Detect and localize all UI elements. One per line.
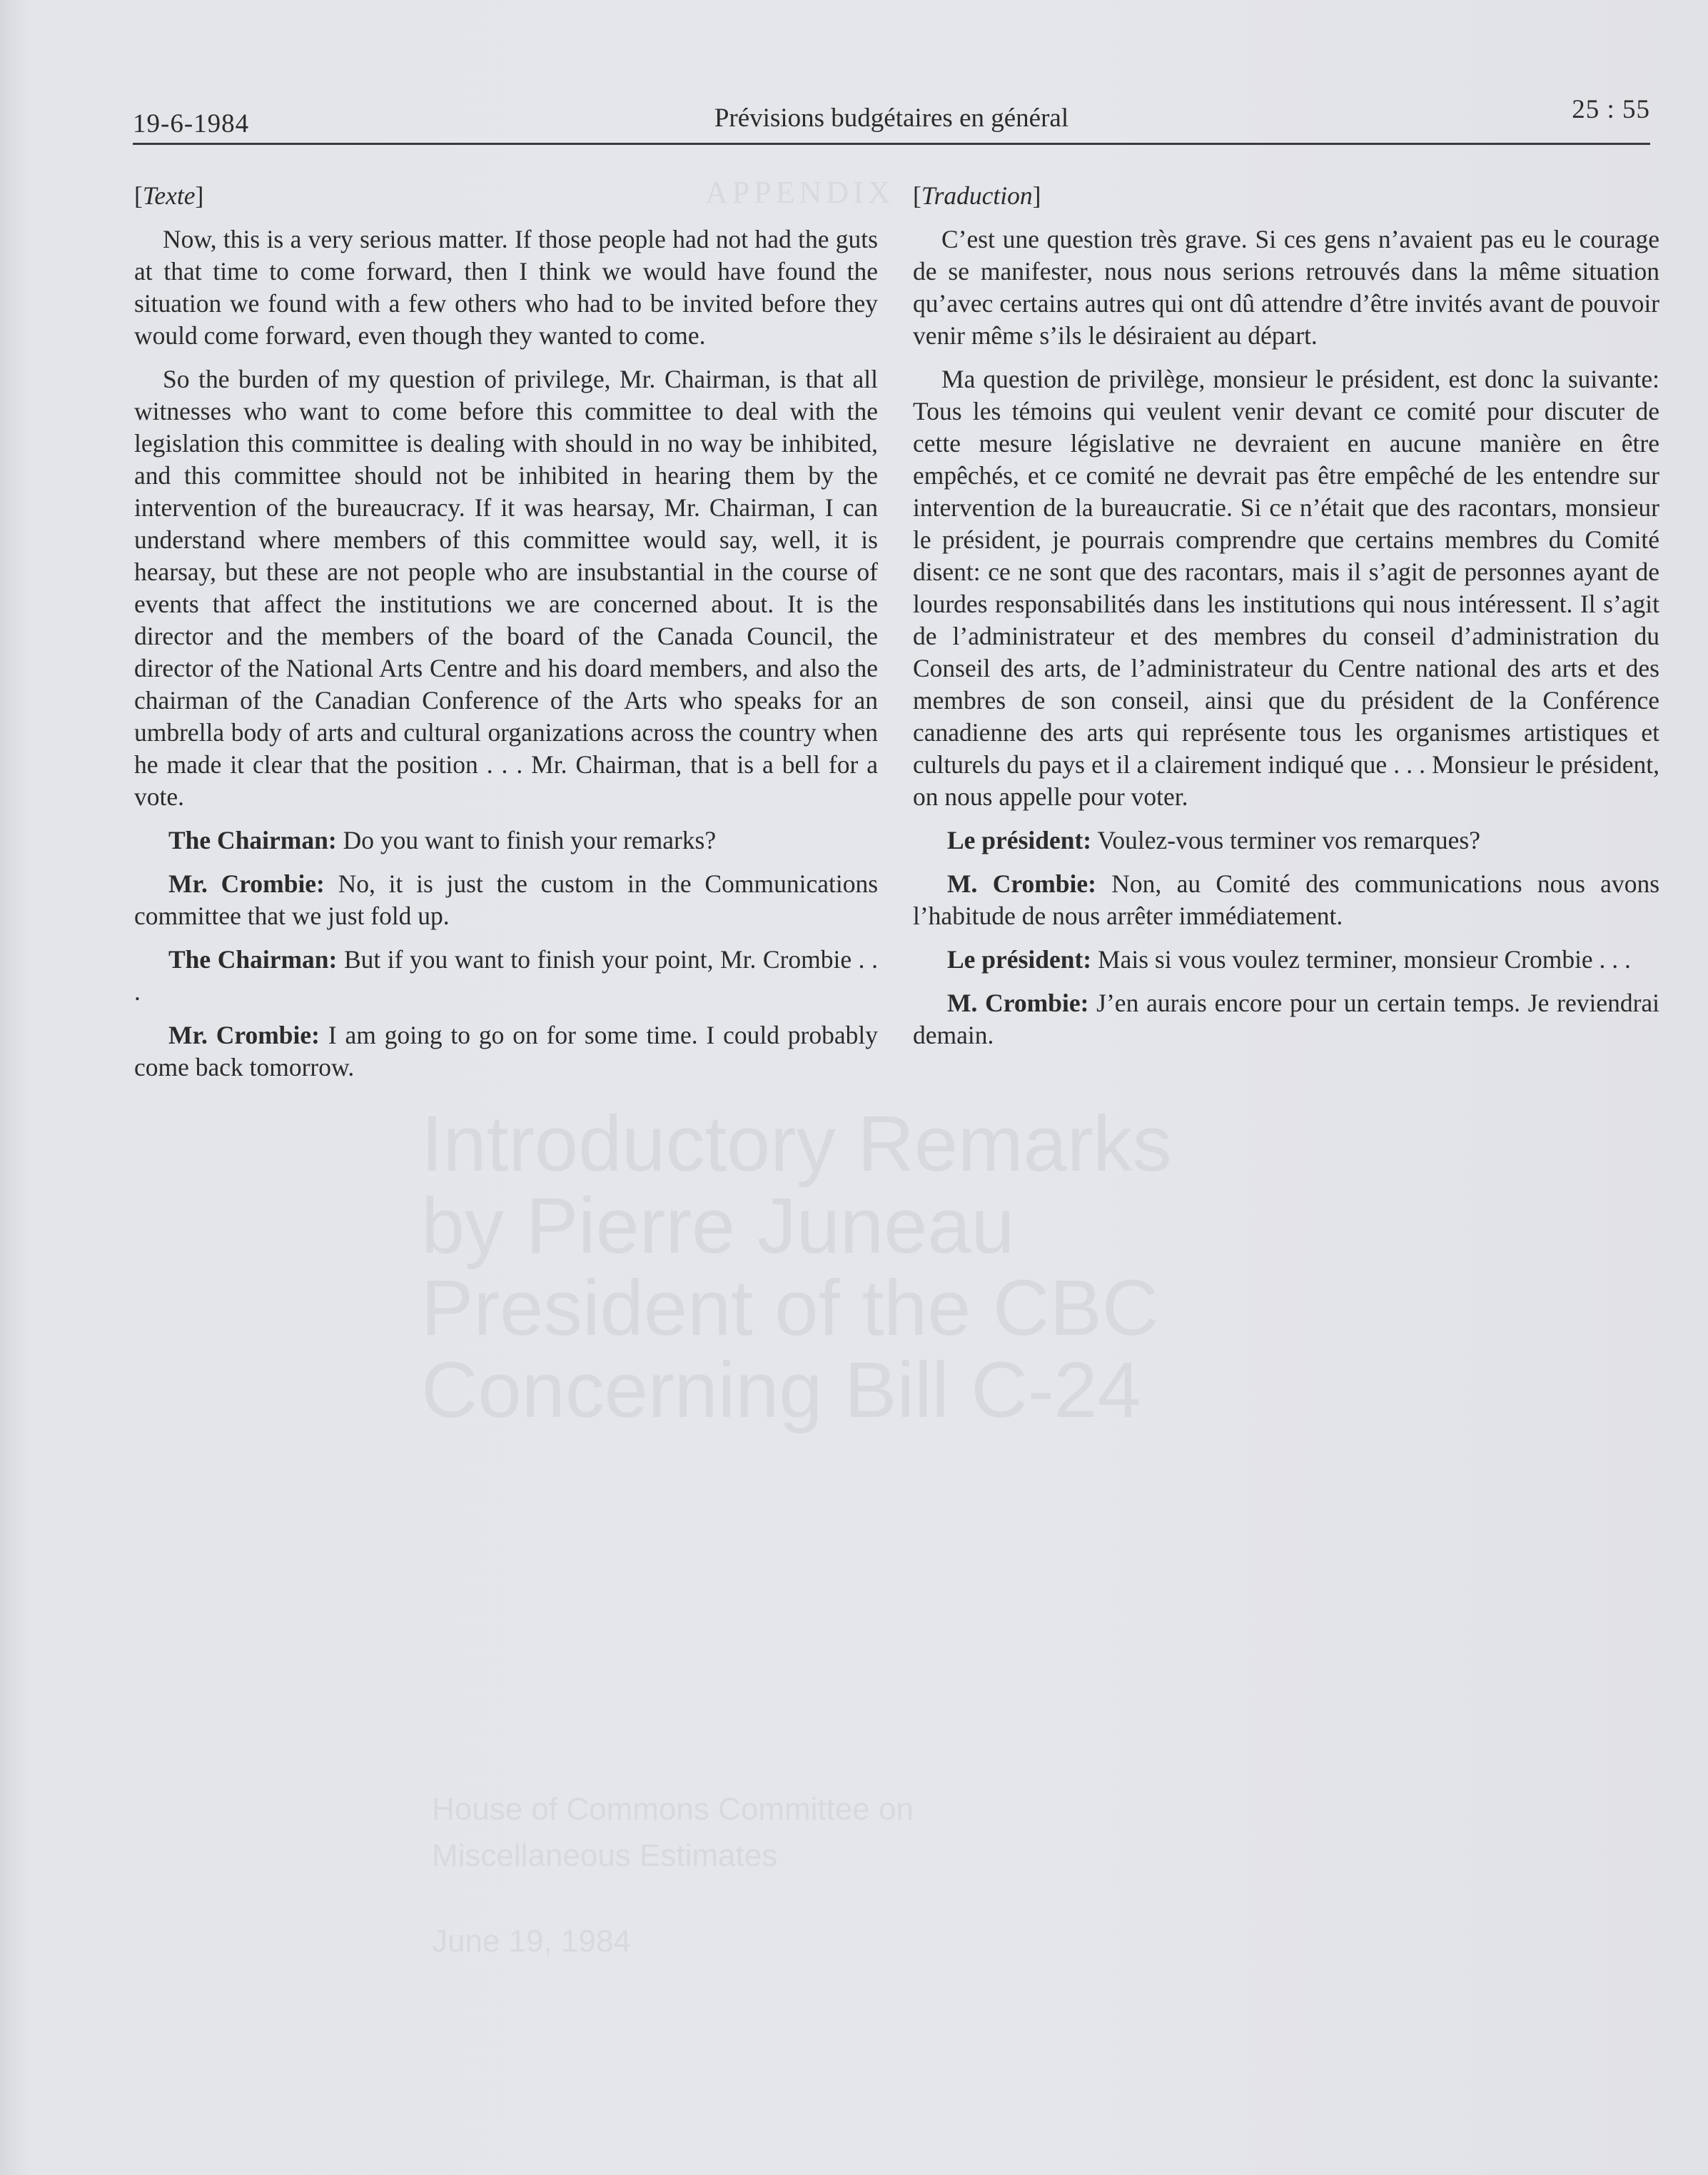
speech: Mr. Crombie: No, it is just the custom in the Communications committee that we just fold up.	[134, 869, 879, 930]
speech: M. Crombie: J’en aurais encore pour un certain temps. Je reviendrai demain.	[913, 989, 1660, 1049]
show-through-footer: Miscellaneous Estimates	[432, 1838, 778, 1873]
show-through-footer: House of Commons Committee on	[432, 1792, 914, 1827]
speaker: M. Crombie:	[947, 869, 1096, 898]
show-through-line: by Pierre Juneau	[421, 1182, 1015, 1270]
speech: Le président: Voulez-vous terminer vos remarques?	[947, 826, 1480, 854]
paragraph: C’est une question très grave. Si ces gens n’avaient pas eu le courage de se manifester, nous nous serions retrouvés dans la même situation qu’avec certains autres qui ont dû attendre d’être invités avant de pouvoir venir même s’ils le désiraient au départ.	[913, 225, 1659, 350]
speech: Mr. Crombie: I am going to go on for some time. I could probably come back tomorrow.	[134, 1021, 879, 1081]
speech: M. Crombie: Non, au Comité des communications nous avons l’habitude de nous arrêter immédiatement.	[913, 869, 1660, 930]
speech: The Chairman: But if you want to finish your point, Mr. Crombie . . .	[134, 945, 878, 1006]
speaker: The Chairman:	[168, 826, 337, 854]
paragraph: So the burden of my question of privilege, Mr. Chairman, is that all witnesses who want to come before this committee to deal with the legislation this committee is dealing with should in no way be inhibited, and this committee should not be inhibited in hearing them by the intervention of the bureaucracy. If it was hearsay, Mr. Chairman, I can understand where members of this committee would say, well, it is hearsay, but these are not people who are insubstantial in the course of events that affect the institutions we are concerned about. It is the director and the members of the board of the Canada Council, the director of the National Arts Centre and his doard members, and also the chairman of the Canadian Conference of the Arts who speaks for an umbrella body of arts and cultural organizations across the country when he made it clear that the position . . . Mr. Chairman, that is a bell for a vote.	[134, 365, 878, 811]
speech: Le président: Mais si vous voulez terminer, monsieur Crombie . . .	[947, 945, 1631, 974]
speaker: Mr. Crombie:	[168, 1021, 320, 1049]
show-through-appendix: APPENDIX	[705, 175, 895, 210]
paragraph: Now, this is a very serious matter. If those people had not had the guts at that time to come forward, then I think we would have found the situation we found with a few others who had to be invited before they would come forward, even though they wanted to come.	[134, 225, 878, 350]
page-number: 25 : 55	[1572, 95, 1650, 124]
paragraph: Ma question de privilège, monsieur le président, est donc la suivante: Tous les témoins qui veulent venir devant ce comité pour discuter de cette mesure législative ne devraient en aucune manière en être empêchés, et ce comité ne devrait pas être empêché de les entendre sur intervention de la bureaucratie. Si ce n’était que des racontars, monsieur le président, je pourrais comprendre que certains membres du Comité disent: ce ne sont que des racontars, mais il s’agit de personnes ayant de lourdes responsabilités dans les institutions qui nous intéressent. Il s’agit de l’administrateur et des membres du conseil d’administration du Conseil des arts, de l’administrateur du Centre national des arts et des membres de son conseil, ainsi que du président de la Conférence canadienne des arts qui représente tous les organismes artistiques et culturels du pays et il a clairement indiqué que . . . Monsieur le président, on nous appelle pour voter.	[913, 365, 1659, 811]
english-column	[134, 180, 878, 1095]
speaker: Le président:	[947, 945, 1092, 974]
show-through-line: Concerning Bill C-24	[421, 1346, 1141, 1434]
show-through-line: Introductory Remarks	[421, 1100, 1172, 1188]
header-date: 19-6-1984	[133, 109, 250, 138]
show-through-date: June 19, 1984	[432, 1924, 631, 1959]
speaker: Mr. Crombie:	[168, 869, 325, 898]
column-tag: [Traduction]	[913, 181, 1041, 210]
column-tag: [Texte]	[134, 181, 204, 210]
speech: The Chairman: Do you want to finish your remarks?	[168, 826, 717, 854]
speaker: The Chairman:	[168, 945, 338, 974]
running-header	[133, 90, 1650, 145]
speaker: Le président:	[947, 826, 1092, 854]
speaker: M. Crombie:	[947, 989, 1089, 1017]
show-through-line: President of the CBC	[421, 1264, 1159, 1352]
header-title: Prévisions budgétaires en général	[714, 104, 1069, 133]
french-column	[913, 180, 1659, 1063]
